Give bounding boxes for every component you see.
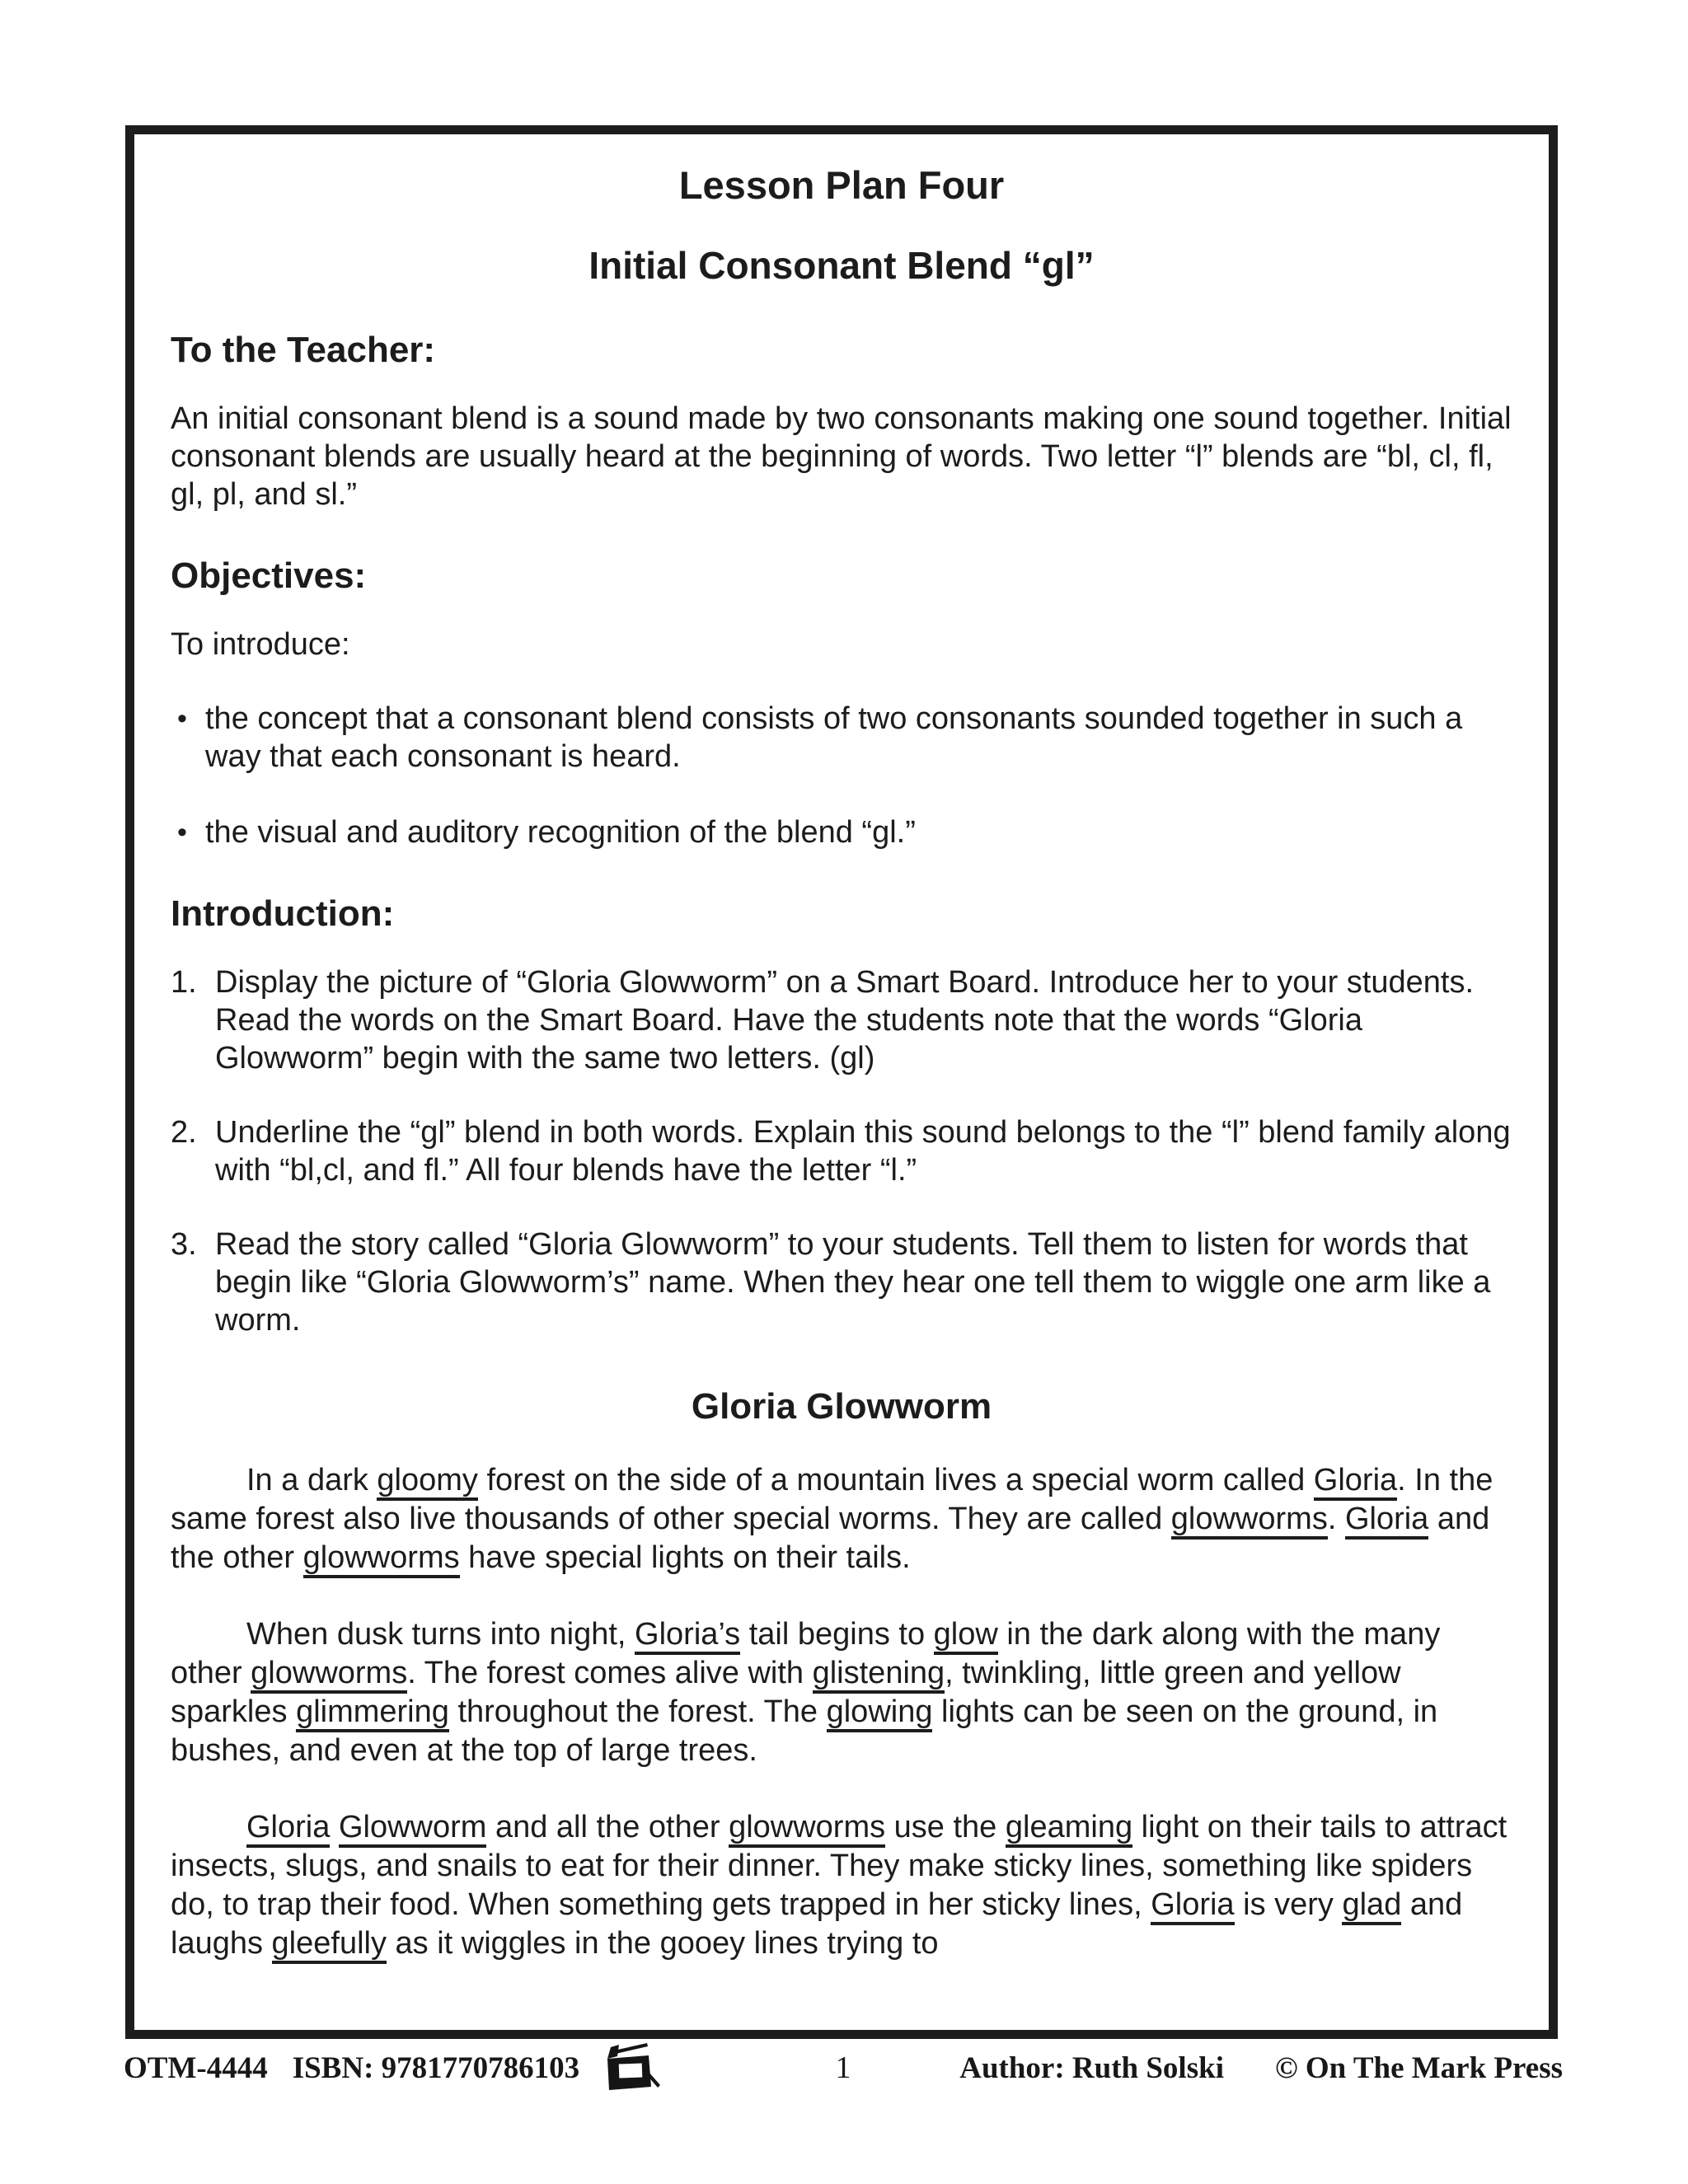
underlined-gl-word: Glowworm	[339, 1810, 486, 1848]
objectives-intro: To introduce:	[171, 627, 350, 662]
product-code: OTM-4444	[124, 2050, 268, 2085]
step-text: Read the story called “Gloria Glowworm” to your students. Tell them to listen for words that begin like “Gloria Glowworm’s” name. When they hear one tell them to wiggle one arm like a worm.	[215, 1227, 1491, 1338]
page-footer	[124, 2042, 1563, 2093]
author-credit: Author: Ruth Solski	[959, 2050, 1224, 2085]
objective-bullet-text: the visual and auditory recognition of the blend “gl.”	[205, 815, 916, 850]
introduction-step	[171, 963, 1512, 1077]
objective-bullet-item	[171, 813, 1512, 851]
underlined-gl-word: glowworms	[729, 1810, 885, 1848]
footer-left-group	[124, 2042, 836, 2093]
heading-introduction: Introduction:	[171, 893, 395, 934]
underlined-gl-word: Gloria	[1151, 1887, 1234, 1925]
underlined-gl-word: glowworms	[251, 1656, 407, 1694]
story-paragraph: In a dark gloomy forest on the side of a mountain lives a special worm called Gloria. In the same forest also live thousands of other special worms. They are called glowworms. Gloria and the other glowworms have special lights on their tails.	[171, 1461, 1512, 1577]
to-the-teacher-paragraph: An initial consonant blend is a sound made by two consonants making one sound together. Initial consonant blends are usually heard at the beginning of words. Two letter “l” blends are “bl, cl, fl, gl, pl, and sl.”	[171, 401, 1512, 512]
underlined-gl-word: glimmering	[296, 1694, 449, 1732]
step-text: Underline the “gl” blend in both words. Explain this sound belongs to the “l” blend family along with “bl,cl, and fl.” All four blends have the letter “l.”	[215, 1115, 1511, 1188]
underlined-gl-word: Gloria	[246, 1810, 330, 1848]
story-title: Gloria Glowworm	[691, 1386, 992, 1427]
bullet-icon: •	[177, 703, 187, 734]
underlined-gl-word: Gloria’s	[635, 1617, 740, 1655]
underlined-gl-word: glad	[1342, 1887, 1401, 1925]
story-paragraph: When dusk turns into night, Gloria’s tail begins to glow in the dark along with the many other glowworms. The forest comes alive with glistening, twinkling, little green and yellow sparkles glimmering throughout the forest. The glowing lights can be seen on the ground, in bushes, and even at the top of large trees.	[171, 1617, 1441, 1768]
step-number: 1.	[171, 965, 197, 1000]
underlined-gl-word: glistening	[813, 1656, 945, 1694]
heading-to-the-teacher: To the Teacher:	[171, 330, 436, 370]
underlined-gl-word: glowing	[827, 1694, 933, 1732]
page-border-frame	[125, 125, 1558, 2039]
page-subtitle: Initial Consonant Blend “gl”	[588, 244, 1095, 287]
introduction-step	[171, 1226, 1512, 1339]
underlined-gl-word: gleaming	[1006, 1810, 1132, 1848]
introduction-step	[171, 1113, 1512, 1189]
underlined-gl-word: glow	[934, 1617, 998, 1655]
underlined-gl-word: Gloria	[1314, 1463, 1397, 1501]
publisher-copyright: © On The Mark Press	[1274, 2050, 1563, 2085]
page-title: Lesson Plan Four	[678, 163, 1005, 207]
on-the-mark-press-logo-icon	[601, 2042, 662, 2093]
page-number: 1	[835, 2050, 851, 2085]
underlined-gl-word: Gloria	[1345, 1502, 1428, 1540]
objective-bullet-item	[171, 700, 1512, 776]
footer-right-group	[851, 2050, 1564, 2086]
heading-objectives: Objectives:	[171, 555, 367, 596]
objective-bullet-text: the concept that a consonant blend consists of two consonants sounded together in such a way that each consonant is heard.	[205, 701, 1463, 774]
underlined-gl-word: gleefully	[272, 1926, 387, 1964]
isbn-label: ISBN: 9781770786103	[292, 2050, 580, 2085]
step-number: 3.	[171, 1227, 197, 1262]
step-text: Display the picture of “Gloria Glowworm” on a Smart Board. Introduce her to your students. Read the words on the Smart Board. Have the students note that the words “Gloria Glowworm” begin with the same two letters. (gl)	[215, 965, 1474, 1076]
bullet-icon: •	[177, 817, 187, 848]
story-paragraph: Gloria Glowworm and all the other glowworms use the gleaming light on their tails to attract insects, slugs, and snails to eat for their dinner. They make sticky lines, something like spiders do, to trap their food. When something gets trapped in her sticky lines, Gloria is very glad and laughs gleefully as it wiggles in the gooey lines trying to	[171, 1808, 1512, 1963]
underlined-gl-word: glowworms	[303, 1540, 460, 1578]
underlined-gl-word: glowworms	[1171, 1502, 1328, 1540]
step-number: 2.	[171, 1115, 197, 1150]
underlined-gl-word: gloomy	[377, 1463, 478, 1501]
